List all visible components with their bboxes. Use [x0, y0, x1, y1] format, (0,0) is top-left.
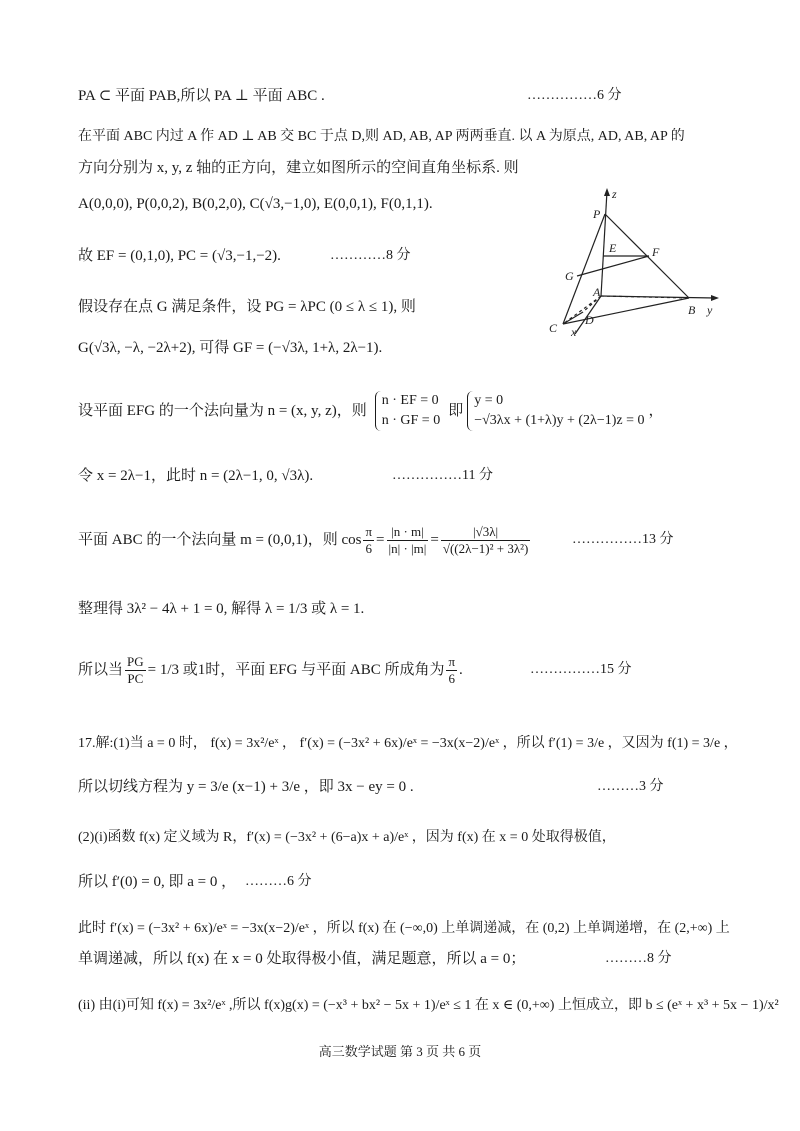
conclusion-end: . — [459, 662, 463, 678]
system-1-eq2: n · GF = 0 — [381, 413, 441, 428]
angle-six: 6 — [448, 670, 455, 686]
label-b: B — [688, 303, 696, 317]
text-line-4: A(0,0,0), P(0,0,2), B(0,2,0), C(√3,−1,0), E(0,0,1), F(0,1,1). — [78, 196, 433, 212]
score-8a: …………8 分 — [330, 248, 411, 263]
pi-over-6 — [363, 524, 374, 557]
fraction-1-num: |n · m| — [387, 524, 429, 541]
conclusion-mid: = 1/3 或1时，平面 EFG 与平面 ABC 所成角为 — [147, 662, 445, 678]
score-6b: ………6 分 — [245, 874, 312, 889]
score-15: ……………15 分 — [530, 662, 632, 677]
label-p: P — [593, 207, 601, 221]
y-arrow — [711, 295, 719, 301]
fraction-1-den: |n| · |m| — [388, 540, 427, 556]
text-line-8 — [78, 386, 664, 436]
geometry-figure — [545, 186, 725, 336]
text-line-6: 假设存在点 G 满足条件，设 PG = λPC (0 ≤ λ ≤ 1), 则 — [78, 299, 416, 315]
label-f: F — [652, 245, 660, 259]
six-den: 6 — [365, 540, 372, 556]
system-2-eq1: y = 0 — [474, 393, 504, 408]
pg-over-pc — [125, 654, 146, 687]
z-arrow — [604, 188, 610, 196]
text-line-10 — [78, 515, 532, 565]
pg-num: PG — [127, 653, 144, 669]
score-11: ……………11 分 — [392, 468, 493, 483]
score-8b: ………8 分 — [605, 951, 672, 966]
normal-vector-intro: 设平面 EFG 的一个法向量为 n = (x, y, z)，则 — [78, 403, 367, 419]
label-a: A — [593, 285, 601, 299]
text-line-12 — [78, 648, 463, 692]
text-line-19: (ii) 由(i)可知 f(x) = 3x²/eˣ ,所以 f(x)g(x) = (−x³ + bx² − 5x + 1)/eˣ ≤ 1 在 x ∈ (0,+∞) 上恒成立，即 b ≤ (eˣ + x³ + 5x − 1)/x² — [78, 998, 779, 1013]
score-3: ………3 分 — [597, 779, 664, 794]
system-1 — [375, 391, 440, 431]
text-line-17: 此时 f′(x) = (−3x² + 6x)/eˣ = −3x(x−2)/eˣ ，所以 f(x) 在 (−∞,0) 上单调递减，在 (0,2) 上单调递增，在 (2,+∞) 上 — [78, 921, 730, 936]
text-line-9: 令 x = 2λ−1，此时 n = (2λ−1, 0, √3λ). — [78, 468, 314, 484]
label-z: z — [612, 187, 617, 201]
label-e: E — [609, 241, 617, 255]
cos-fraction-2 — [441, 524, 531, 557]
system-end: ， — [648, 403, 664, 419]
text-line-13: 17.解:(1)当 a = 0 时， f(x) = 3x²/eˣ ， f′(x) = (−3x² + 6x)/eˣ = −3x(x−2)/eˣ ，所以 f′(1) = 3/e ，又因为 f(1) = 3/e ， — [78, 736, 738, 751]
page-footer: 高三数学试题 第 3 页 共 6 页 — [318, 1044, 482, 1059]
angle-pi: π — [448, 653, 456, 669]
text-line-5: 故 EF = (0,1,0), PC = (√3,−1,−2). — [78, 248, 281, 264]
fraction-2-num: |√3λ| — [441, 524, 531, 541]
score-13: ……………13 分 — [572, 532, 674, 547]
z-axis — [601, 191, 607, 296]
conclusion-start: 所以当 — [78, 662, 124, 678]
equals-2: = — [430, 532, 439, 548]
text-line-16: 所以 f′(0) = 0, 即 a = 0 ， — [78, 874, 237, 890]
label-g: G — [565, 269, 574, 283]
pc-den: PC — [127, 670, 144, 686]
equals: = — [376, 532, 385, 548]
text-line-11: 整理得 3λ² − 4λ + 1 = 0, 解得 λ = 1/3 或 λ = 1. — [78, 601, 365, 617]
text-line-14: 所以切线方程为 y = 3/e (x−1) + 3/e ，即 3x − ey = 0 . — [78, 779, 414, 795]
text-line-7: G(√3λ, −λ, −2λ+2), 可得 GF = (−√3λ, 1+λ, 2λ−1). — [78, 340, 383, 356]
text-line-15: (2)(i)函数 f(x) 定义域为 R，f′(x) = (−3x² + (6−a)x + a)/eˣ ，因为 f(x) 在 x = 0 处取得极值， — [78, 830, 616, 845]
y-axis — [601, 296, 715, 298]
text-line-3: 方向分别为 x, y, z 轴的正方向，建立如图所示的空间直角坐标系. 则 — [78, 160, 519, 176]
label-c: C — [549, 321, 558, 335]
text-line-1: PA ⊂ 平面 PAB,所以 PA ⊥ 平面 ABC . — [78, 88, 325, 104]
text-line-18: 单调递减，所以 f(x) 在 x = 0 处取得极小值，满足题意，所以 a = 0； — [78, 951, 526, 967]
cos-fraction-1 — [387, 524, 429, 557]
word-ji: 即 — [448, 403, 464, 419]
label-d: D — [585, 313, 594, 327]
label-x: x — [571, 325, 577, 336]
system-2 — [467, 391, 644, 431]
pi-num: π — [365, 523, 373, 539]
fraction-2-den: √((2λ−1)² + 3λ²) — [442, 540, 529, 556]
edge-cb — [563, 298, 689, 324]
system-1-eq1: n · EF = 0 — [381, 393, 439, 408]
system-2-eq2: −√3λx + (1+λ)y + (2λ−1)z = 0 — [474, 413, 645, 428]
plane-abc-normal: 平面 ABC 的一个法向量 m = (0,0,1)，则 cos — [78, 532, 362, 548]
label-y: y — [707, 303, 713, 317]
score-6: ……………6 分 — [527, 88, 622, 103]
angle-pi-over-6 — [446, 654, 457, 687]
text-line-2: 在平面 ABC 内过 A 作 AD ⊥ AB 交 BC 于点 D,则 AD, AB, AP 两两垂直. 以 A 为原点, AD, AB, AP 的 — [78, 129, 685, 144]
